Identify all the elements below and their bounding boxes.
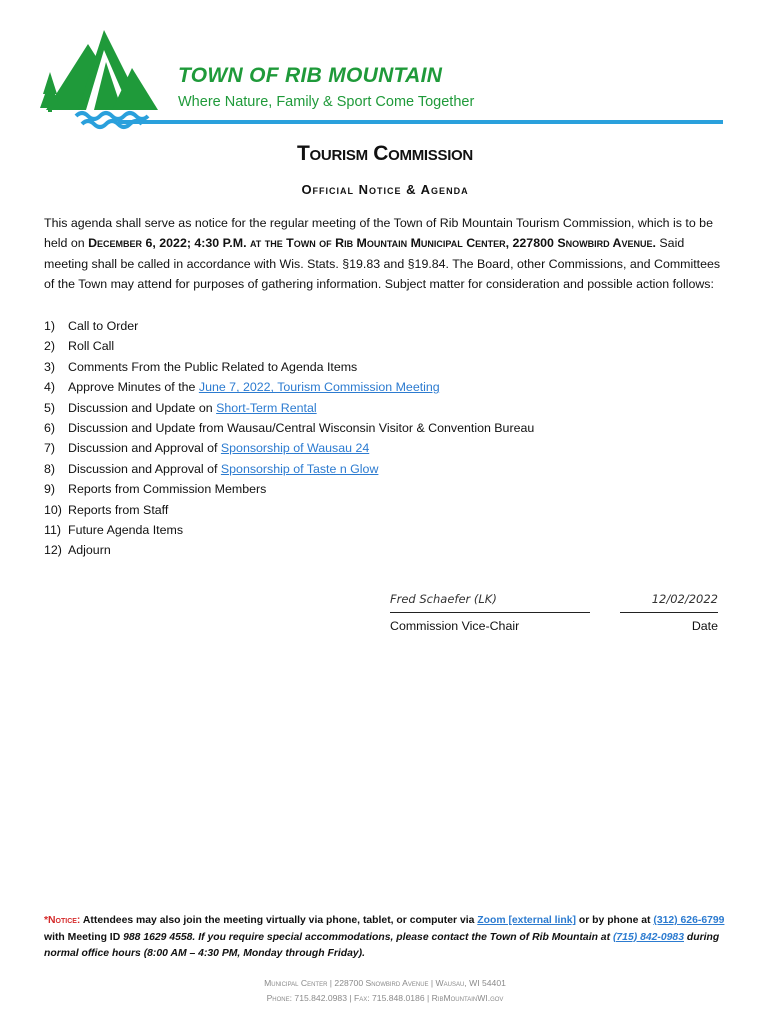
signature-role: Commission Vice-Chair: [390, 619, 520, 633]
item-text: Approve Minutes of the: [68, 380, 199, 395]
agenda-item: [44, 357, 734, 377]
item-number: 1): [44, 319, 56, 333]
agenda-item: [44, 459, 734, 479]
intro-paragraph: [44, 213, 730, 295]
page-title: Tourism Commission: [297, 142, 473, 165]
notice-text: Attendees may also join the meeting virtually via phone, tablet, or computer via: [80, 915, 478, 926]
item-number: 9): [44, 482, 56, 497]
minutes-link[interactable]: June 7, 2022, Tourism Commission Meeting: [198, 380, 440, 395]
item-text: Roll Call: [68, 339, 115, 354]
item-text: Call to Order: [68, 319, 139, 333]
item-number: 10): [44, 502, 62, 517]
notice-text: 988 1629 4558. If you require special accommodations, please contact the Town of Rib Mountain at: [123, 931, 613, 943]
item-number: 5): [44, 400, 56, 415]
agenda-item: [44, 418, 734, 438]
item-number: 2): [44, 339, 56, 354]
agenda-item: [44, 438, 734, 458]
item-number: 4): [44, 380, 56, 395]
item-text: Discussion and Approval of: [68, 441, 221, 456]
agenda-list: [44, 316, 734, 561]
item-text: Reports from Commission Members: [68, 482, 267, 497]
agenda-item: [44, 540, 734, 560]
meeting-details: December 6, 2022; 4:30 P.M. at the Town of Rib Mountain Municipal Center, 227800 Snowbird Avenue.: [88, 236, 656, 251]
phone-link[interactable]: (312) 626-6799: [653, 915, 725, 926]
item-text: Discussion and Update from Wausau/Central Wisconsin Visitor & Convention Bureau: [68, 421, 535, 436]
zoom-link[interactable]: Zoom [external link]: [477, 915, 577, 926]
notice-label: *Notice:: [44, 915, 81, 926]
agenda-item: [44, 377, 734, 397]
notice-text: with Meeting ID: [44, 931, 124, 943]
item-text: Discussion and Approval of: [68, 461, 221, 476]
agenda-item: [44, 316, 734, 336]
item-text: Adjourn: [68, 543, 111, 558]
contact-line: Phone: 715.842.0983 | Fax: 715.848.0186 | RibMountainWI.gov: [266, 993, 504, 1003]
notice-footer: [44, 913, 730, 963]
header-divider: [118, 120, 723, 124]
item-number: 8): [44, 461, 56, 476]
page-subtitle: Official Notice & Agenda: [301, 182, 469, 197]
item-text: Future Agenda Items: [68, 523, 184, 538]
item-text: Reports from Staff: [68, 502, 169, 517]
taste-n-glow-link[interactable]: Sponsorship of Taste n Glow: [220, 461, 379, 476]
notice-text: during normal office hours (8:00 AM – 4:30 PM, Monday through Friday).: [44, 931, 720, 960]
wausau-24-link[interactable]: Sponsorship of Wausau 24: [220, 441, 370, 456]
short-term-rental-link[interactable]: Short-Term Rental: [216, 400, 317, 415]
town-phone-link[interactable]: (715) 842-0983: [612, 931, 684, 943]
signature-date: 12/02/2022: [620, 592, 718, 613]
town-tagline: Where Nature, Family & Sport Come Together: [178, 94, 475, 110]
item-number: 3): [44, 359, 56, 374]
intro-text-1: This agenda shall serve as notice for the regular meeting of the Town of Rib Mountain Tourism Commission, which is to be held on: [44, 216, 713, 251]
notice-text: or by phone at: [576, 915, 654, 926]
item-number: 12): [44, 543, 62, 558]
town-name: TOWN OF RIB MOUNTAIN: [178, 64, 443, 87]
date-block: [620, 592, 718, 633]
agenda-item: [44, 500, 734, 520]
item-number: 6): [44, 421, 56, 436]
address-footer: [0, 976, 770, 1006]
agenda-item: [44, 520, 734, 540]
date-label: Date: [691, 619, 718, 633]
agenda-item: [44, 398, 734, 418]
intro-text-2: Said meeting shall be called in accordance with Wis. Stats. §19.83 and §19.84. The Board, other Commissions, and Committees of the Town may attend for purposes of gathering information. Subject matter for consideration and possible action follows:: [44, 236, 721, 292]
agenda-item: [44, 479, 734, 499]
item-number: 7): [44, 441, 56, 456]
agenda-item: [44, 336, 734, 356]
signature: Fred Schaefer (LK): [390, 592, 590, 613]
item-text: Comments From the Public Related to Agenda Items: [68, 359, 358, 374]
address-line: Municipal Center | 228700 Snowbird Avenue | Wausau, WI 54401: [264, 978, 506, 988]
item-text: Discussion and Update on: [68, 400, 217, 415]
signature-block: [390, 592, 590, 633]
town-logo: [36, 22, 166, 130]
item-number: 11): [44, 523, 61, 538]
